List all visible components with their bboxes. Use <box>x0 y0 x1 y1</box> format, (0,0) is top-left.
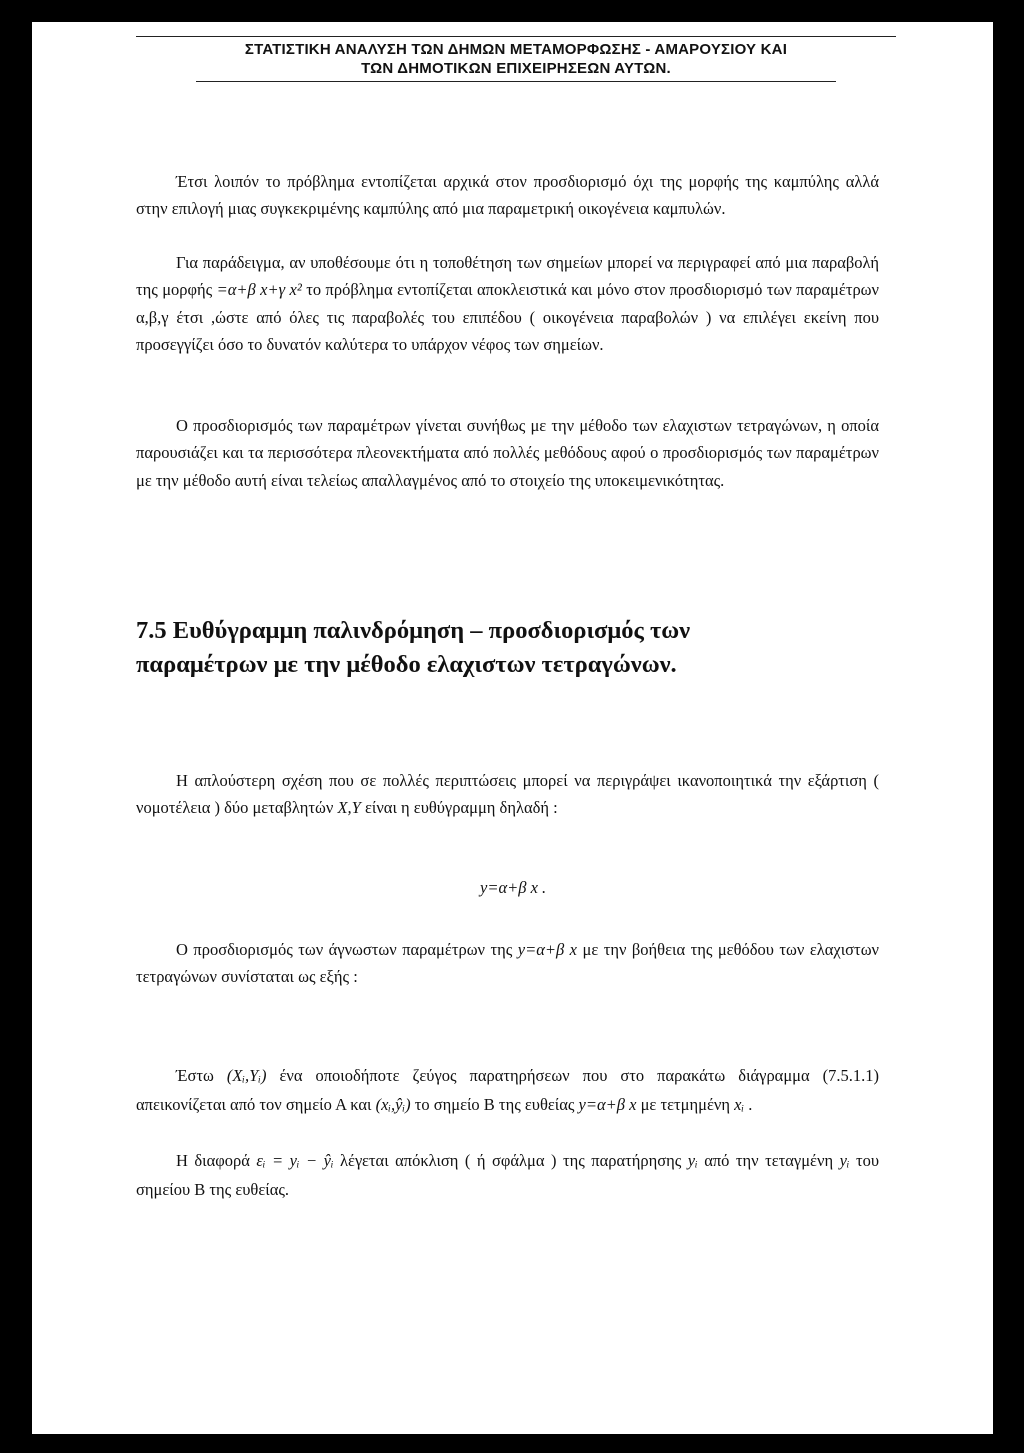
variables-xy: X,Y <box>337 798 361 818</box>
paragraph-2 <box>136 249 879 359</box>
paragraph-6-text-c: το σημείο Β της ευθείας <box>414 1094 575 1114</box>
paragraph-1-text: Έτσι λοιπόν το πρόβλημα εντοπίζεται αρχικά στον προσδιορισμό όχι της μορφής της καμπύλης αλλά στην επιλογή μιας συγκεκριμένης καμπύλης από μια παραμετρική οικογένεια καμπυλών. <box>136 172 879 219</box>
paragraph-6-text-b: ένα οποιοδήποτε ζεύγος παρατηρήσεων που στο παρακάτω διάγραμμα (7.5.1.1) απεικονίζεται από τον σημείο Α και <box>136 1066 880 1114</box>
page-header <box>136 36 896 82</box>
header-title-line-2: ΤΩΝ ΔΗΜΟΤΙΚΩΝ ΕΠΙΧΕΙΡΗΣΕΩΝ ΑΥΤΩΝ. <box>361 60 671 77</box>
paragraph-3 <box>136 412 879 494</box>
residual-formula: εᵢ = yᵢ − ŷᵢ <box>256 1151 334 1170</box>
document-page <box>32 22 993 1434</box>
section-heading-line-1: 7.5 Ευθύγραμμη παλινδρόμηση – προσδιορισμός των <box>136 617 691 644</box>
paragraph-4-text-b: είναι η ευθύγραμμη δηλαδή : <box>364 798 558 818</box>
line-formula-inline: y=α+β x <box>578 1094 637 1114</box>
ordinate-yi: yᵢ <box>839 1151 850 1170</box>
paragraph-2-text-b: το πρόβλημα εντοπίζεται αποκλειστικά και μόνο στον προσδιορισμό των παραμέτρων α,β,γ έτσι ,ώστε από όλες τις παραβολές του επιπέδου ( οικογένεια παραβολών ) να επιλέγει εκείνη που προσεγγίζει όσο το δυνατόν καλύτερα το υπάρχον νέφος των σημείων. <box>136 280 879 355</box>
linear-formula-inline: y=α+β x <box>517 940 578 959</box>
paragraph-6-text-e: . <box>748 1094 753 1114</box>
paragraph-6-text-d: με τετμημένη <box>640 1094 731 1114</box>
paragraph-4 <box>136 767 879 822</box>
parabola-formula: =α+β x+γ x² <box>216 280 302 300</box>
paragraph-7-text-b: λέγεται απόκλιση ( ή σφάλμα ) της παρατήρησης <box>340 1151 682 1170</box>
paragraph-7-text-d: του σημείου Β της ευθείας. <box>136 1151 880 1199</box>
section-heading-line-2: παραμέτρων με την μέθοδο ελαχιστων τετραγώνων. <box>136 651 677 678</box>
paragraph-6-text-a: Έστω <box>176 1066 214 1085</box>
paragraph-5-text-a: Ο προσδιορισμός των άγνωστων παραμέτρων της <box>176 940 513 959</box>
paragraph-4-text-a: Η απλούστερη σχέση που σε πολλές περιπτώσεις μπορεί να περιγράψει ικανοποιητικά την εξάρτιση ( νομοτέλεια ) δύο μεταβλητών <box>136 771 879 818</box>
paragraph-6 <box>136 1062 879 1119</box>
observation-pair: (Xᵢ,Yᵢ) <box>226 1066 267 1085</box>
estimate-pair: (xᵢ,ŷᵢ) <box>375 1094 411 1114</box>
paragraph-5 <box>136 936 879 991</box>
header-title <box>136 37 896 81</box>
paragraph-7-text-a: Η διαφορά <box>176 1151 250 1170</box>
observation-yi: yᵢ <box>687 1151 698 1170</box>
abscissa-xi: xᵢ <box>734 1094 745 1114</box>
linear-formula: y=α+β x . <box>480 878 547 897</box>
paragraph-1 <box>136 168 879 223</box>
header-title-line-1: ΣΤΑΤΙΣΤΙΚΗ ΑΝΑΛΥΣΗ ΤΩΝ ΔΗΜΩΝ ΜΕΤΑΜΟΡΦΩΣΗΣ - ΑΜΑΡΟΥΣΙΟΥ ΚΑΙ <box>244 41 788 58</box>
paragraph-7 <box>136 1146 879 1204</box>
paragraph-3-text: Ο προσδιορισμός των παραμέτρων γίνεται συνήθως με την μέθοδο των ελαχιστων τετραγώνων, η οποία παρουσιάζει και τα περισσότερα πλεονεκτήματα από πολλές μεθόδους αφού ο προσδιορισμός των παραμέτρων με την μέθοδο αυτή είναι τελείως απαλλαγμένος από το στοιχείο της υποκειμενικότητας. <box>136 416 879 490</box>
paragraph-7-text-c: από την τεταγμένη <box>704 1151 834 1170</box>
paragraph-5-text-b: με την βοήθεια της μεθόδου των ελαχιστων τετραγώνων συνίσταται ως εξής : <box>136 940 880 987</box>
paragraph-2-text-a: Για παράδειγμα, αν υποθέσουμε ότι η τοποθέτηση των σημείων μπορεί να περιγραφεί από μια παραβολή της μορφής <box>136 253 879 300</box>
section-heading <box>136 614 896 682</box>
header-bottom-rule <box>196 81 836 82</box>
